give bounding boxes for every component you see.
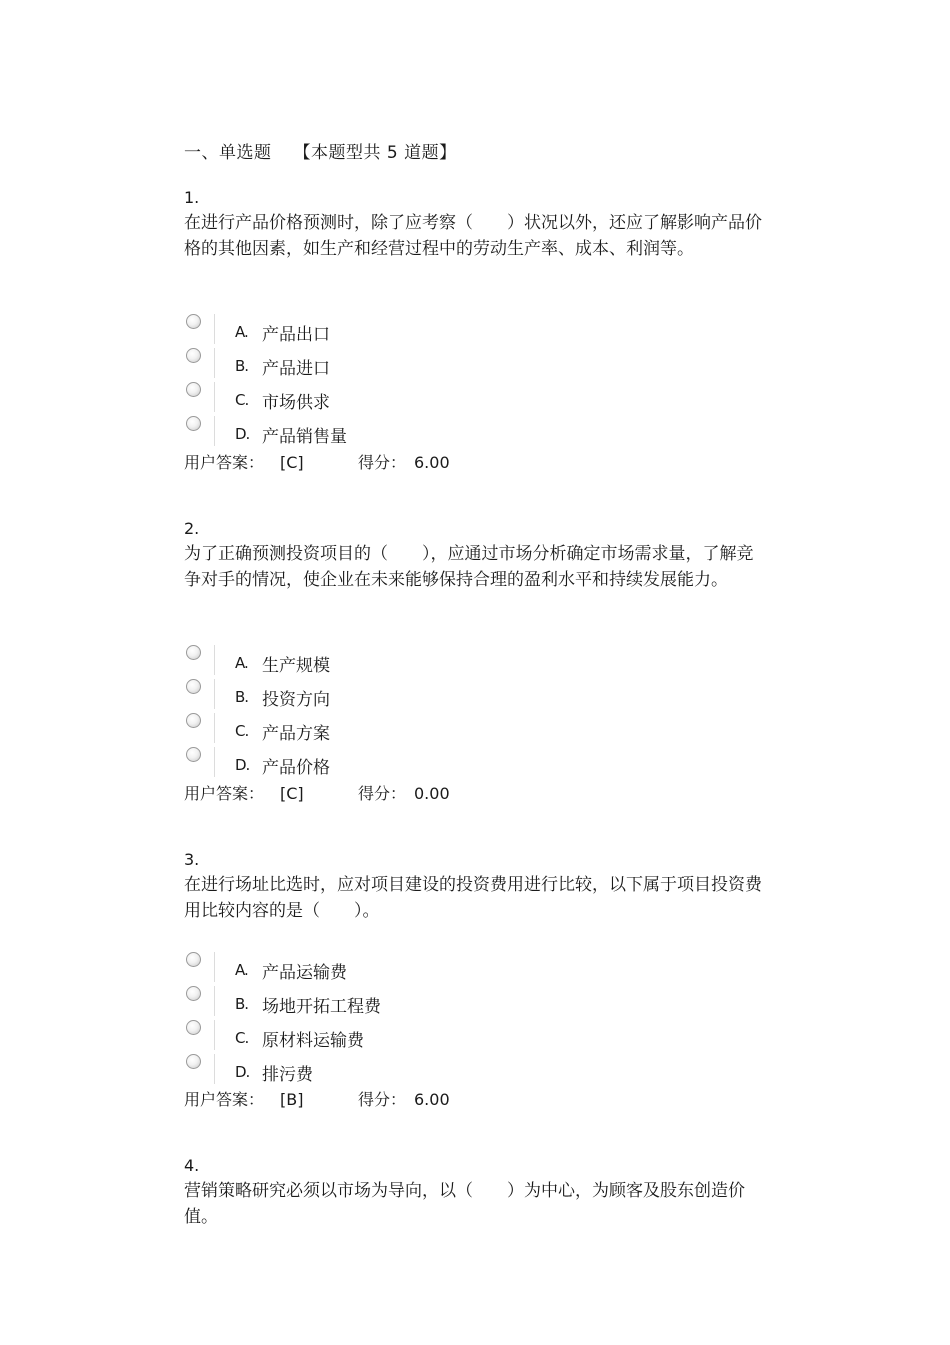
divider xyxy=(214,382,215,412)
divider xyxy=(214,986,215,1016)
question-count-label: 【本题型共 5 道题】 xyxy=(293,143,457,163)
option-text: 生产规模 xyxy=(262,656,330,676)
option-letter: C. xyxy=(235,391,249,409)
question-text: 为了正确预测投资项目的（ ），应通过市场分析确定市场需求量，了解竞争对手的情况，使企业在未来能够保持合理的盈利水平和持续发展能力。 xyxy=(184,544,754,590)
option-b[interactable] xyxy=(184,986,584,1016)
answer-row xyxy=(184,781,450,804)
option-letter: A. xyxy=(235,323,248,341)
option-letter: C. xyxy=(235,1029,249,1047)
option-letter: B. xyxy=(235,357,249,375)
score-value: 6.00 xyxy=(414,453,450,472)
user-answer-label: 用户答案： xyxy=(184,784,265,803)
divider xyxy=(214,747,215,777)
question-number: 1. xyxy=(184,188,200,207)
radio-button-icon[interactable] xyxy=(186,314,201,329)
option-letter: D. xyxy=(235,756,250,774)
option-text: 原材料运输费 xyxy=(262,1031,364,1051)
section-title xyxy=(184,138,457,163)
option-d[interactable] xyxy=(184,416,584,446)
question-text: 营销策略研究必须以市场为导向，以（ ）为中心，为顾客及股东创造价值。 xyxy=(184,1181,745,1227)
option-text: 产品价格 xyxy=(262,758,330,778)
question-2 xyxy=(184,519,784,803)
option-letter: B. xyxy=(235,688,249,706)
section-heading: 一、单选题 xyxy=(184,143,272,163)
option-text: 场地开拓工程费 xyxy=(262,997,381,1017)
user-answer-label: 用户答案： xyxy=(184,1090,265,1109)
option-letter: C. xyxy=(235,722,249,740)
option-text: 市场供求 xyxy=(262,393,330,413)
option-letter: A. xyxy=(235,961,248,979)
option-a[interactable] xyxy=(184,952,584,982)
option-text: 产品进口 xyxy=(262,359,330,379)
divider xyxy=(214,645,215,675)
radio-button-icon[interactable] xyxy=(186,679,201,694)
divider xyxy=(214,713,215,743)
score-label: 得分： xyxy=(358,1090,407,1109)
user-answer-value: [C] xyxy=(280,784,304,803)
radio-button-icon[interactable] xyxy=(186,952,201,967)
divider xyxy=(214,679,215,709)
radio-button-icon[interactable] xyxy=(186,645,201,660)
option-letter: D. xyxy=(235,425,250,443)
option-text: 产品出口 xyxy=(262,325,330,345)
divider xyxy=(214,416,215,446)
radio-button-icon[interactable] xyxy=(186,713,201,728)
option-d[interactable] xyxy=(184,747,584,777)
score-value: 6.00 xyxy=(414,1090,450,1109)
user-answer-value: [B] xyxy=(280,1090,304,1109)
option-c[interactable] xyxy=(184,713,584,743)
option-text: 产品运输费 xyxy=(262,963,347,983)
user-answer-label: 用户答案： xyxy=(184,453,265,472)
question-1 xyxy=(184,188,784,472)
option-a[interactable] xyxy=(184,314,584,344)
radio-button-icon[interactable] xyxy=(186,986,201,1001)
score-label: 得分： xyxy=(358,453,407,472)
question-text: 在进行产品价格预测时，除了应考察（ ）状况以外，还应了解影响产品价格的其他因素，如生产和经营过程中的劳动生产率、成本、利润等。 xyxy=(184,213,762,259)
question-number: 3. xyxy=(184,850,200,869)
question-number: 2. xyxy=(184,519,200,538)
score-value: 0.00 xyxy=(414,784,450,803)
option-letter: B. xyxy=(235,995,249,1013)
divider xyxy=(214,314,215,344)
option-c[interactable] xyxy=(184,382,584,412)
divider xyxy=(214,1054,215,1084)
score-label: 得分： xyxy=(358,784,407,803)
question-number: 4. xyxy=(184,1156,200,1175)
option-c[interactable] xyxy=(184,1020,584,1050)
option-text: 投资方向 xyxy=(262,690,330,710)
radio-button-icon[interactable] xyxy=(186,382,201,397)
answer-row xyxy=(184,450,450,473)
option-text: 产品方案 xyxy=(262,724,330,744)
option-letter: A. xyxy=(235,654,248,672)
divider xyxy=(214,1020,215,1050)
radio-button-icon[interactable] xyxy=(186,416,201,431)
question-4 xyxy=(184,1156,784,1230)
question-text: 在进行场址比选时，应对项目建设的投资费用进行比较，以下属于项目投资费用比较内容的是（ ）。 xyxy=(184,875,762,921)
radio-button-icon[interactable] xyxy=(186,747,201,762)
divider xyxy=(214,348,215,378)
radio-button-icon[interactable] xyxy=(186,1020,201,1035)
option-b[interactable] xyxy=(184,348,584,378)
option-letter: D. xyxy=(235,1063,250,1081)
option-text: 排污费 xyxy=(262,1065,313,1085)
option-a[interactable] xyxy=(184,645,584,675)
radio-button-icon[interactable] xyxy=(186,348,201,363)
option-text: 产品销售量 xyxy=(262,427,347,447)
option-b[interactable] xyxy=(184,679,584,709)
option-d[interactable] xyxy=(184,1054,584,1084)
question-3 xyxy=(184,850,784,1109)
divider xyxy=(214,952,215,982)
user-answer-value: [C] xyxy=(280,453,304,472)
radio-button-icon[interactable] xyxy=(186,1054,201,1069)
answer-row xyxy=(184,1087,450,1110)
